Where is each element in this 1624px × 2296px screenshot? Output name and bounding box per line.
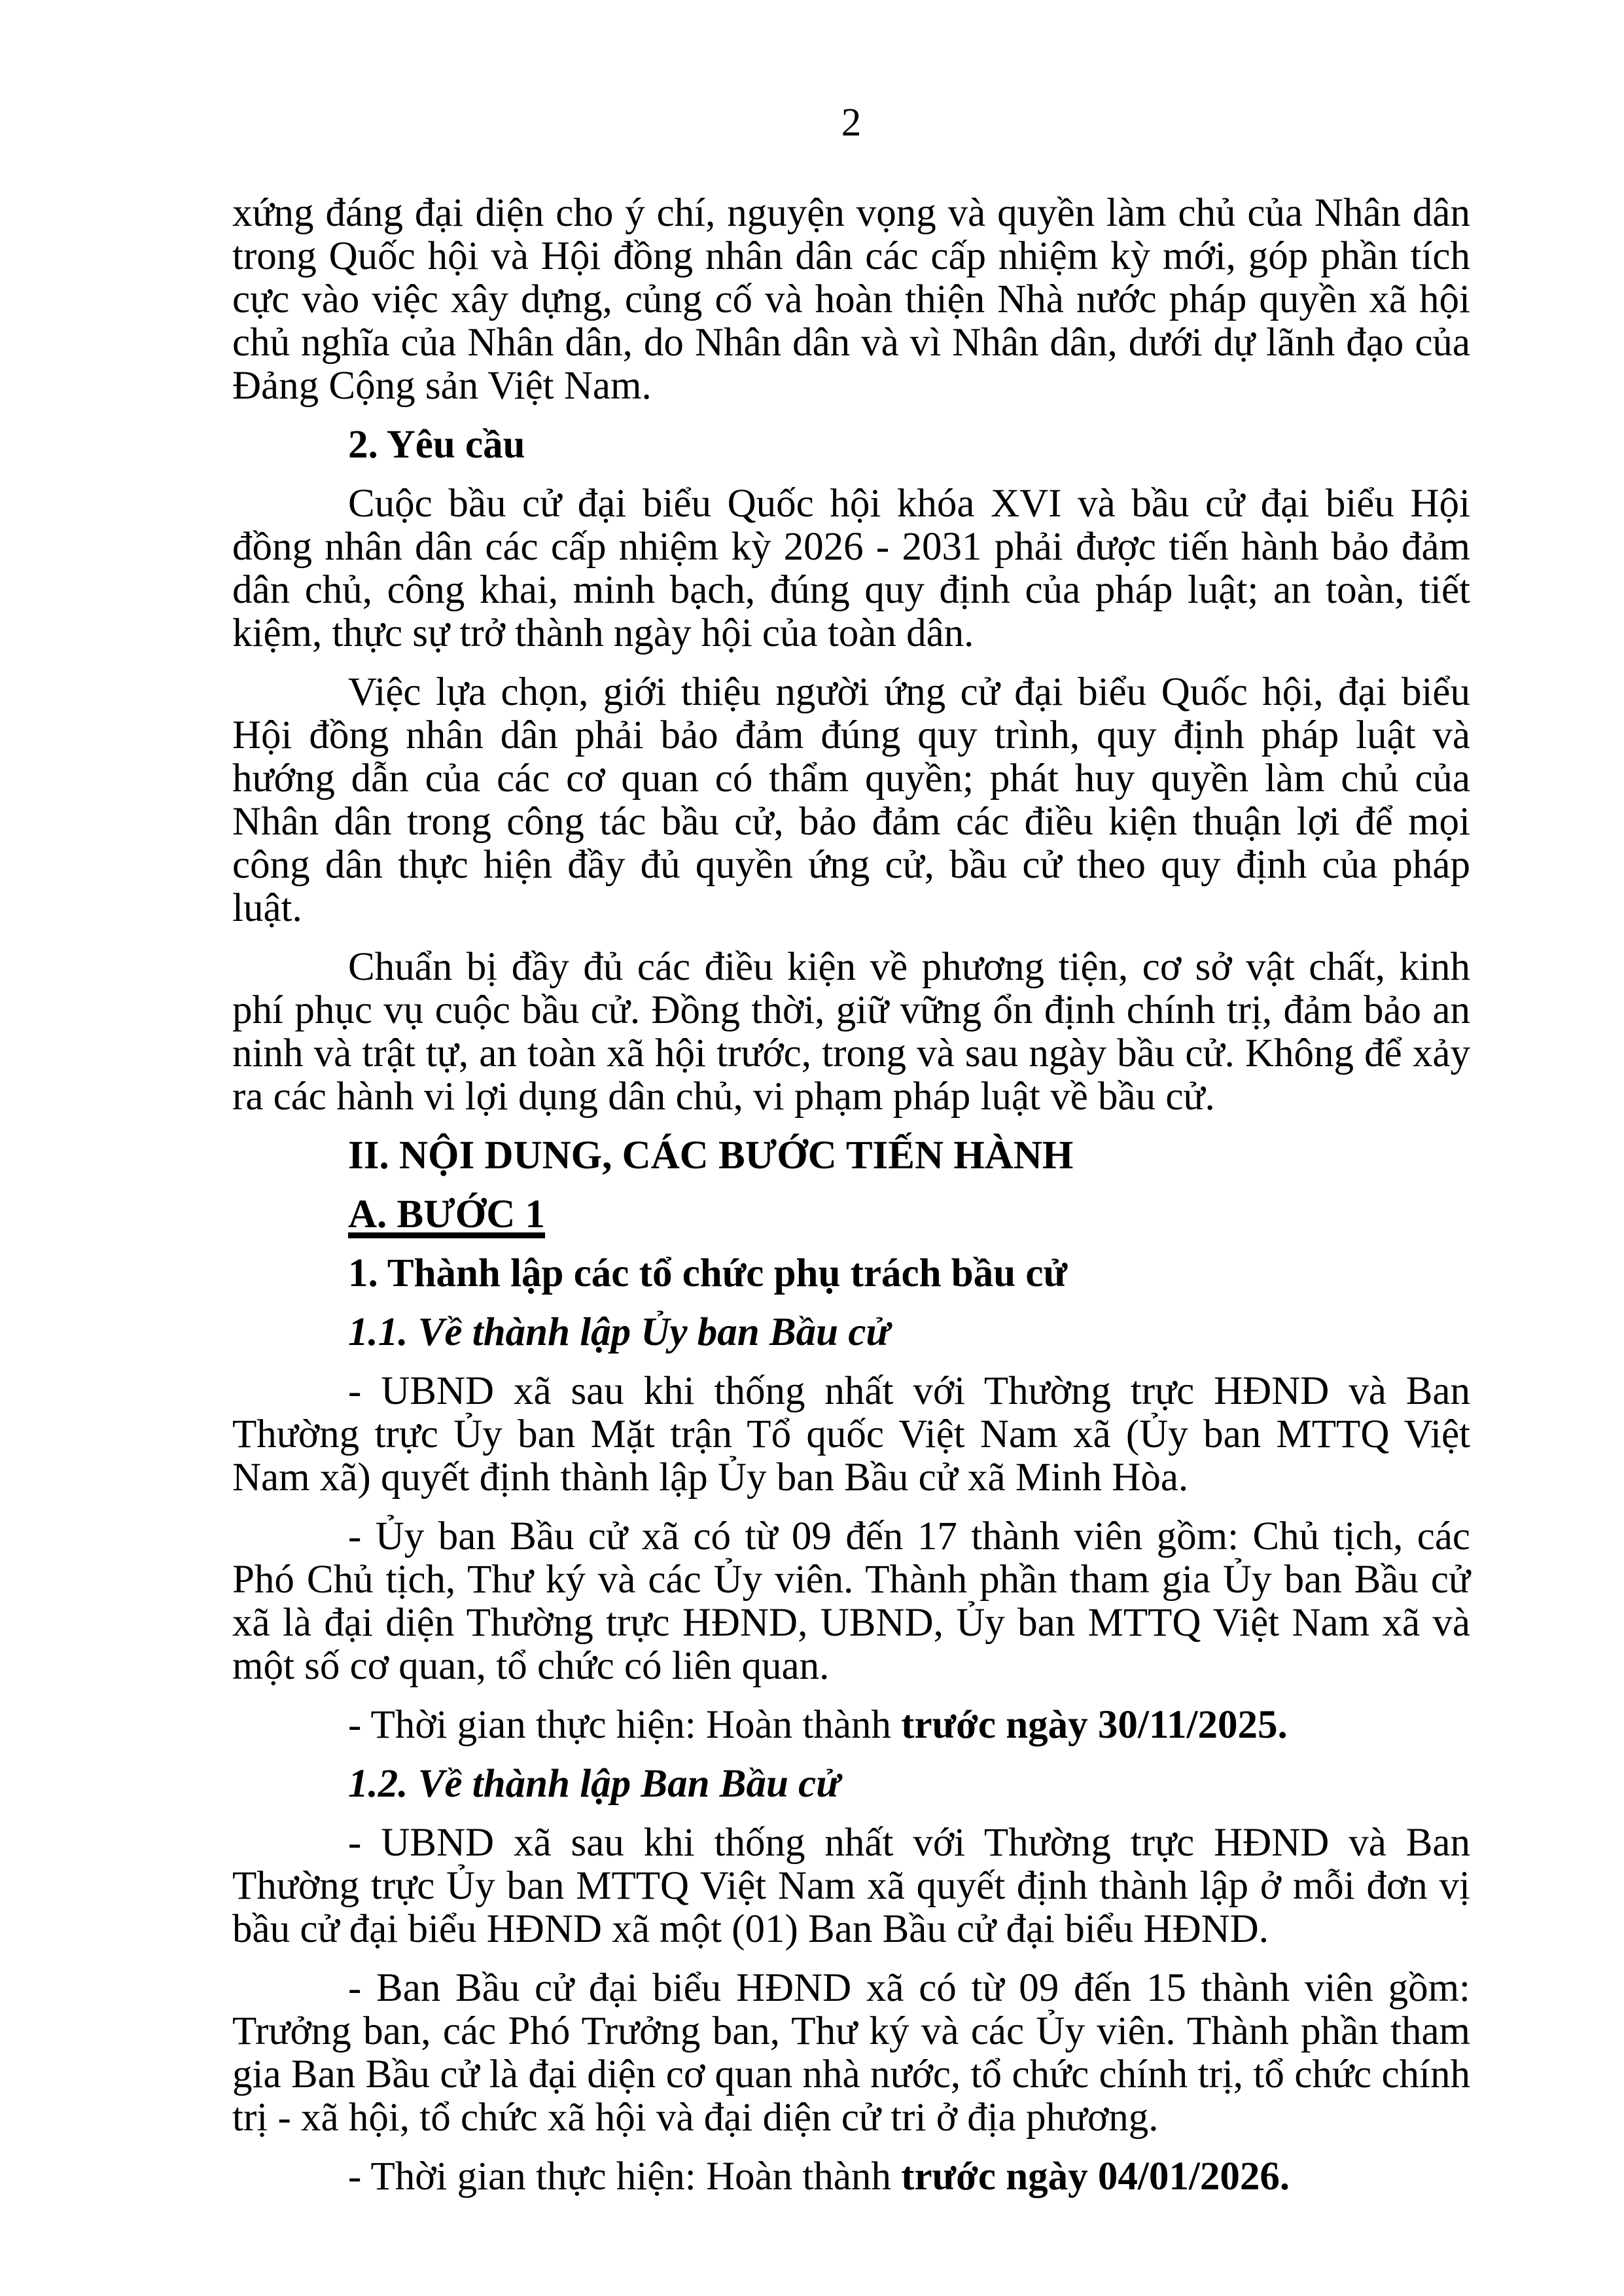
heading-section-2-content-steps: II. NỘI DUNG, CÁC BƯỚC TIẾN HÀNH — [348, 1134, 1074, 1177]
heading-election-committee: 1.1. Về thành lập Ủy ban Bầu cử — [348, 1310, 890, 1354]
paragraph-election-committee-members: - Ủy ban Bầu cử xã có từ 09 đến 17 thành viên gồm: Chủ tịch, các Phó Chủ tịch, Thư ký và các Ủy viên. Thành phần tham gia Ủy ban Bầu cử xã là đại diện Thường trực HĐND, UBND, Ủy ban MTTQ Việt Nam xã và một số cơ quan, tổ chức có liên quan. — [232, 1515, 1470, 1688]
deadline-election-board — [232, 2155, 1470, 2198]
heading-step-1-text: A. BƯỚC 1 — [348, 1193, 546, 1236]
deadline-election-board-text: - Thời gian thực hiện: Hoàn thành — [348, 2155, 902, 2198]
page-number: 2 — [841, 101, 862, 145]
deadline-election-committee-text: - Thời gian thực hiện: Hoàn thành — [348, 1703, 902, 1747]
paragraph-requirement-general: Cuộc bầu cử đại biểu Quốc hội khóa XVI và bầu cử đại biểu Hội đồng nhân dân các cấp nhiệm kỳ 2026 - 2031 phải được tiến hành bảo đảm dân chủ, công khai, minh bạch, đúng quy định của pháp luật; an toàn, tiết kiệm, thực sự trở thành ngày hội của toàn dân. — [232, 482, 1470, 655]
deadline-election-board-date: trước ngày 04/01/2026. — [901, 2155, 1290, 2198]
paragraph-requirement-selection: Việc lựa chọn, giới thiệu người ứng cử đại biểu Quốc hội, đại biểu Hội đồng nhân dân phải bảo đảm đúng quy trình, quy định pháp luật và hướng dẫn của các cơ quan có thẩm quyền; phát huy quyền làm chủ của Nhân dân trong công tác bầu cử, bảo đảm các điều kiện thuận lợi để mọi công dân thực hiện đầy đủ quyền ứng cử, bầu cử theo quy định của pháp luật. — [232, 670, 1470, 930]
deadline-election-committee-date: trước ngày 30/11/2025. — [901, 1703, 1288, 1747]
heading-step-1 — [232, 1193, 1470, 1236]
document-body — [232, 101, 1470, 2198]
heading-requirements: 2. Yêu cầu — [348, 423, 525, 467]
heading-election-board: 1.2. Về thành lập Ban Bầu cử — [348, 1762, 840, 1806]
paragraph-election-committee-establish: - UBND xã sau khi thống nhất với Thường trực HĐND và Ban Thường trực Ủy ban Mặt trận Tổ quốc Việt Nam xã (Ủy ban MTTQ Việt Nam xã) quyết định thành lập Ủy ban Bầu cử xã Minh Hòa. — [232, 1369, 1470, 1499]
paragraph-election-board-members: - Ban Bầu cử đại biểu HĐND xã có từ 09 đến 15 thành viên gồm: Trưởng ban, các Phó Trưởng ban, Thư ký và các Ủy viên. Thành phần tham gia Ban Bầu cử là đại diện cơ quan nhà nước, tổ chức chính trị, tổ chức chính trị - xã hội, tổ chức xã hội và đại diện cử tri ở địa phương. — [232, 1966, 1470, 2140]
paragraph-intro-continuation: xứng đáng đại diện cho ý chí, nguyện vọng và quyền làm chủ của Nhân dân trong Quốc hội và Hội đồng nhân dân các cấp nhiệm kỳ mới, góp phần tích cực vào việc xây dựng, củng cố và hoàn thiện Nhà nước pháp quyền xã hội chủ nghĩa của Nhân dân, do Nhân dân và vì Nhân dân, dưới dự lãnh đạo của Đảng Cộng sản Việt Nam. — [232, 191, 1470, 408]
paragraph-requirement-preparation: Chuẩn bị đầy đủ các điều kiện về phương tiện, cơ sở vật chất, kinh phí phục vụ cuộc bầu cử. Đồng thời, giữ vững ổn định chính trị, đảm bảo an ninh và trật tự, an toàn xã hội trước, trong và sau ngày bầu cử. Không để xảy ra các hành vi lợi dụng dân chủ, vi phạm pháp luật về bầu cử. — [232, 945, 1470, 1119]
deadline-election-committee — [232, 1704, 1470, 1747]
paragraph-election-board-establish: - UBND xã sau khi thống nhất với Thường trực HĐND và Ban Thường trực Ủy ban MTTQ Việt Nam xã quyết định thành lập ở mỗi đơn vị bầu cử đại biểu HĐND xã một (01) Ban Bầu cử đại biểu HĐND. — [232, 1821, 1470, 1951]
heading-establish-election-organizations: 1. Thành lập các tổ chức phụ trách bầu cử — [348, 1251, 1068, 1295]
